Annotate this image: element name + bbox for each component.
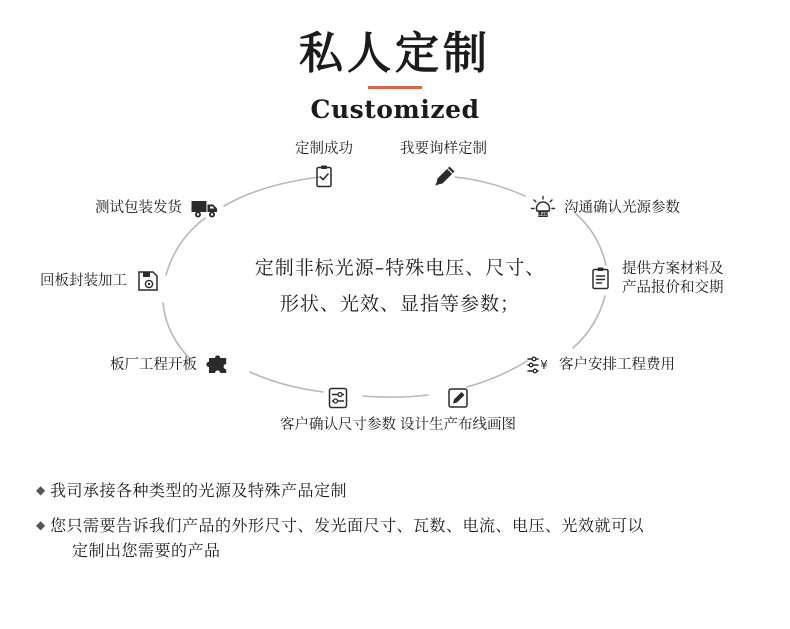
node-params[interactable] [530,195,680,221]
settings-sliders-icon [325,385,351,411]
led-bulb-icon [530,195,556,221]
center-description [235,250,565,322]
node-quote-label-line2: 产品报价和交期 [622,280,724,296]
node-confirm[interactable] [280,385,396,435]
bullet-text: 我司承接各种类型的光源及特殊产品定制 [50,481,348,500]
bullet-item [36,513,756,563]
node-shipping[interactable] [95,195,216,221]
svg-text:¥: ¥ [540,358,548,372]
bullet-text [50,513,644,563]
node-success-label: 定制成功 [295,141,353,157]
delivery-truck-icon [190,195,216,221]
bullet-marker: ◆ [36,518,46,532]
node-tooling-label: 板厂工程开板 [110,356,197,373]
page-title-cn: 私人定制 [299,28,491,79]
node-shipping-label: 测试包装发货 [95,199,182,216]
bullet-marker: ◆ [36,483,46,497]
node-tooling[interactable] [110,352,231,378]
node-inquiry[interactable] [400,140,487,190]
process-ring-diagram [0,130,790,460]
node-fee-label: 客户安排工程费用 [559,356,675,373]
node-smt[interactable] [40,268,161,294]
bullet-text-line2: 定制出您需要的产品 [72,541,221,560]
page-title-en: Customized [310,95,480,125]
title-accent-rule [368,86,422,89]
floppy-chip-icon [135,268,161,294]
bullet-text-line1: 您只需要告诉我们产品的外形尺寸、发光面尺寸、瓦数、电流、电压、光效就可以 [50,516,645,535]
pencil-icon [431,164,457,190]
clipboard-doc-icon [588,266,614,292]
node-confirm-label: 客户确认尺寸参数 [280,417,396,433]
design-pen-icon [445,385,471,411]
center-description-line1: 定制非标光源–特殊电压、尺寸、 [254,257,546,279]
checklist-icon [311,164,337,190]
svg-text:LED: LED [538,212,548,218]
bullet-item [36,478,756,503]
node-params-label: 沟通确认光源参数 [564,199,680,216]
node-success[interactable] [295,140,353,190]
page-title-block [0,30,790,124]
node-fee[interactable] [525,352,675,378]
puzzle-icon [205,352,231,378]
node-inquiry-label: 我要询样定制 [400,141,487,157]
node-drawing-label: 设计生产布线画图 [400,417,516,433]
price-list-icon [525,352,551,378]
summary-bullet-list [36,478,756,573]
node-quote[interactable] [588,260,724,298]
node-quote-label-line1: 提供方案材料及 [622,261,724,277]
node-quote-label [622,260,724,298]
center-description-line2: 形状、光效、显指等参数； [279,293,520,315]
node-drawing[interactable] [400,385,516,435]
node-smt-label: 回板封装加工 [40,272,127,289]
